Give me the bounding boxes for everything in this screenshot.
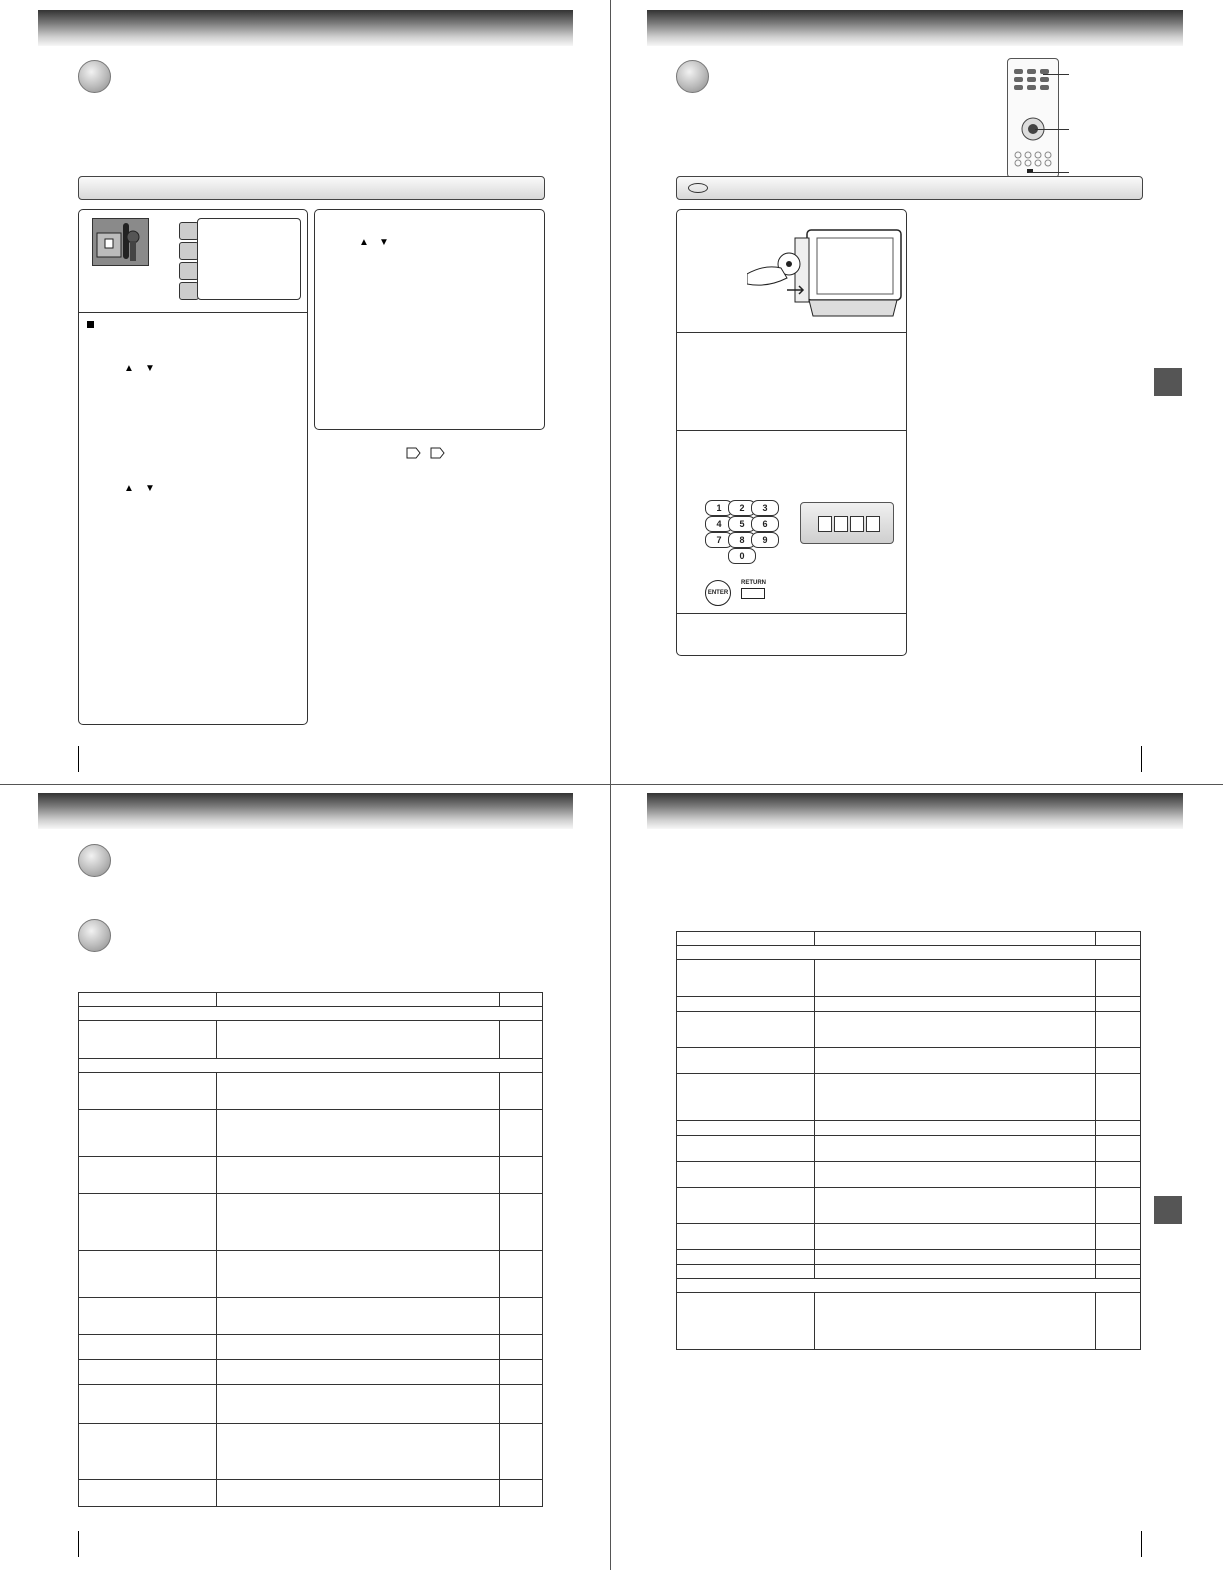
- page-number-tick: [1141, 746, 1142, 772]
- troubleshooting-table: [676, 931, 1141, 1350]
- table-row: [677, 1250, 1141, 1265]
- pin-slot: [818, 516, 832, 532]
- table-category-row: [677, 946, 1141, 960]
- callout-line: [1029, 172, 1069, 173]
- table-row: [79, 1251, 543, 1298]
- table-row: [677, 960, 1141, 997]
- down-arrow-icon: ▼: [379, 237, 389, 248]
- return-button-label: RETURN: [741, 580, 766, 586]
- section-side-tab: [1154, 1196, 1182, 1224]
- menu-icon-stack: [179, 222, 199, 302]
- keypad-key-6[interactable]: 6: [751, 516, 779, 532]
- table-row: [79, 1157, 543, 1194]
- page-header-bar: [38, 793, 573, 829]
- table-category-row: [79, 1007, 543, 1021]
- section-bullet: [676, 60, 709, 93]
- down-arrow-icon: ▼: [145, 363, 155, 374]
- callout-line: [1035, 129, 1069, 130]
- section-bullet: [78, 60, 111, 93]
- table-row: [79, 1335, 543, 1360]
- table-category-row: [79, 1059, 543, 1073]
- panel-divider: [677, 613, 906, 614]
- remote-control-icon: [1007, 58, 1059, 178]
- settings-panel: [78, 209, 308, 725]
- callout-line: [1043, 74, 1069, 75]
- table-row: [677, 1121, 1141, 1136]
- up-arrow-icon: ▲: [359, 237, 369, 248]
- keypad-key-9[interactable]: 9: [751, 532, 779, 548]
- troubleshooting-table: [78, 992, 543, 1507]
- table-row: [79, 1298, 543, 1335]
- tools-settings-icon: [92, 218, 149, 266]
- table-row: [677, 1048, 1141, 1074]
- keypad-key-0[interactable]: 0: [728, 548, 756, 564]
- keypad-key-8[interactable]: 8: [728, 532, 756, 548]
- keypad-key-5[interactable]: 5: [728, 516, 756, 532]
- table-row: [79, 1021, 543, 1059]
- square-bullet: [87, 321, 94, 328]
- section-bullet: [78, 844, 111, 877]
- audio-icon: [179, 262, 199, 280]
- password-entry-display: [800, 502, 894, 544]
- keypad-key-2[interactable]: 2: [728, 500, 756, 516]
- table-row: [677, 1136, 1141, 1162]
- table-row: [79, 1073, 543, 1110]
- keypad-key-4[interactable]: 4: [705, 516, 733, 532]
- table-row: [79, 1110, 543, 1157]
- up-arrow-icon: ▲: [124, 483, 134, 494]
- reference-page-icon: [406, 446, 448, 464]
- page-header-bar: [38, 10, 573, 46]
- table-row: [79, 1424, 543, 1480]
- section-bullet: [78, 919, 111, 952]
- table-row: [79, 1360, 543, 1385]
- page-number-tick: [78, 746, 79, 772]
- picture-icon: [179, 242, 199, 260]
- setup-icon: [179, 282, 199, 300]
- disc-type-icon: [688, 183, 708, 193]
- return-button[interactable]: [741, 588, 765, 599]
- globe-icon: [179, 222, 199, 240]
- table-row: [677, 997, 1141, 1012]
- enter-button-label: ENTER: [707, 590, 729, 596]
- table-row: [79, 1194, 543, 1251]
- instructions-panel: [314, 209, 545, 430]
- pin-slot: [834, 516, 848, 532]
- table-row: [677, 1188, 1141, 1224]
- page-number-tick: [1141, 1531, 1142, 1557]
- down-arrow-icon: ▼: [145, 483, 155, 494]
- table-row: [677, 1293, 1141, 1350]
- section-side-tab: [1154, 368, 1182, 396]
- page-header-bar: [647, 10, 1183, 46]
- table-row: [79, 1480, 543, 1507]
- panel-divider: [677, 430, 906, 431]
- page-header-bar: [647, 793, 1183, 829]
- number-keypad: [705, 500, 775, 560]
- pin-slot: [866, 516, 880, 532]
- steps-panel: [676, 209, 907, 656]
- keypad-key-1[interactable]: 1: [705, 500, 733, 516]
- tv-disc-insert-icon: [747, 224, 905, 333]
- panel-divider: [79, 312, 307, 313]
- table-header-row: [79, 993, 543, 1007]
- page-bottom-right: [611, 785, 1223, 1570]
- pin-slot: [850, 516, 864, 532]
- table-row: [677, 1074, 1141, 1121]
- section-title-bar: [78, 176, 545, 200]
- enter-button[interactable]: [705, 580, 731, 606]
- up-arrow-icon: ▲: [124, 363, 134, 374]
- table-row: [677, 1162, 1141, 1188]
- page-number-tick: [78, 1531, 79, 1557]
- menu-preview-window: [197, 218, 301, 300]
- keypad-key-3[interactable]: 3: [751, 500, 779, 516]
- table-row: [79, 1385, 543, 1424]
- table-row: [677, 1224, 1141, 1250]
- page-top-right: [611, 0, 1223, 784]
- table-row: [677, 1265, 1141, 1279]
- page-top-left: [0, 0, 610, 784]
- table-category-row: [677, 1279, 1141, 1293]
- table-row: [677, 1012, 1141, 1048]
- panel-divider: [677, 332, 906, 333]
- keypad-key-7[interactable]: 7: [705, 532, 733, 548]
- section-title-bar: [676, 176, 1143, 200]
- return-button-group: [741, 580, 767, 600]
- page-bottom-left: [0, 785, 610, 1570]
- table-header-row: [677, 932, 1141, 946]
